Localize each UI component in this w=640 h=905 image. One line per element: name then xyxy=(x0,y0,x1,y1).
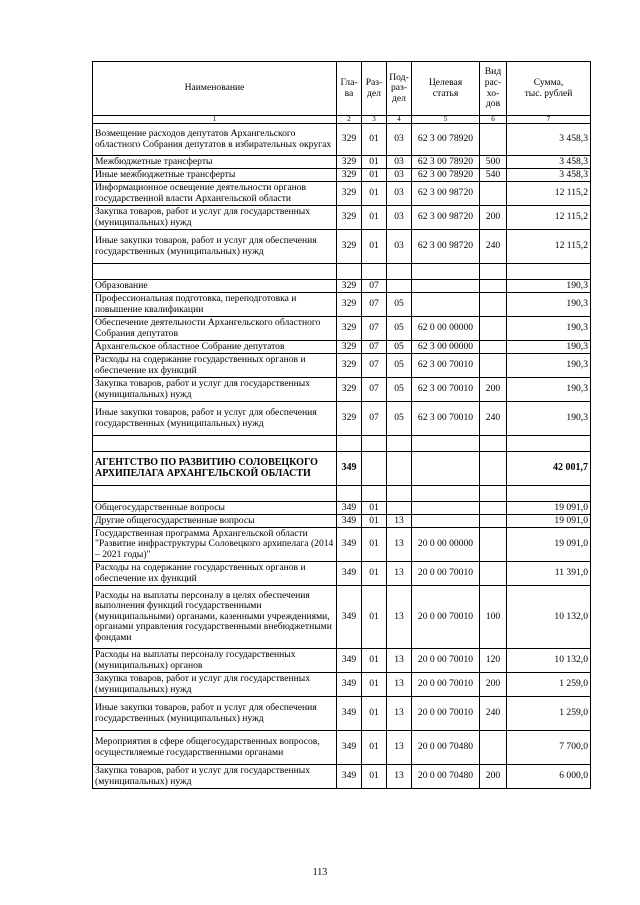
row-name: Иные закупки товаров, работ и услуг для обеспечения государственных (муниципальных) нужд xyxy=(93,402,337,436)
table-row xyxy=(93,562,591,586)
row-subsection: 13 xyxy=(387,673,412,697)
row-subsection: 05 xyxy=(387,378,412,402)
row-expense-type xyxy=(480,452,507,486)
table-row xyxy=(93,765,591,789)
row-section: 01 xyxy=(362,502,387,515)
row-expense-type xyxy=(480,124,507,156)
row-sum: 190,3 xyxy=(507,378,591,402)
table-header-row xyxy=(93,62,591,116)
row-chapter: 329 xyxy=(337,124,362,156)
row-expense-type xyxy=(480,502,507,515)
row-chapter xyxy=(337,264,362,280)
column-number: 2 xyxy=(337,116,362,124)
row-section: 01 xyxy=(362,230,387,264)
row-sum: 42 001,7 xyxy=(507,452,591,486)
row-expense-type: 200 xyxy=(480,378,507,402)
table-row xyxy=(93,731,591,765)
row-name: Закупка товаров, работ и услуг для государственных (муниципальных) нужд xyxy=(93,206,337,230)
row-sum: 11 391,0 xyxy=(507,562,591,586)
row-subsection: 05 xyxy=(387,354,412,378)
row-target-article xyxy=(412,515,480,528)
row-subsection: 05 xyxy=(387,402,412,436)
row-sum: 190,3 xyxy=(507,341,591,354)
row-chapter: 329 xyxy=(337,402,362,436)
row-chapter: 329 xyxy=(337,354,362,378)
header-chapter: Гла- ва xyxy=(337,62,362,116)
row-section: 07 xyxy=(362,378,387,402)
row-chapter: 349 xyxy=(337,528,362,562)
row-section: 01 xyxy=(362,124,387,156)
header-section: Раз- дел xyxy=(362,62,387,116)
row-section: 01 xyxy=(362,697,387,731)
row-expense-type xyxy=(480,182,507,206)
row-target-article: 62 3 00 78920 xyxy=(412,156,480,169)
row-section xyxy=(362,486,387,502)
row-section: 01 xyxy=(362,649,387,673)
row-target-article xyxy=(412,264,480,280)
table-row xyxy=(93,528,591,562)
row-section: 07 xyxy=(362,317,387,341)
row-name: Архангельское областное Собрание депутатов xyxy=(93,341,337,354)
row-sum: 7 700,0 xyxy=(507,731,591,765)
row-subsection: 03 xyxy=(387,156,412,169)
row-section: 01 xyxy=(362,156,387,169)
row-expense-type xyxy=(480,515,507,528)
row-expense-type xyxy=(480,341,507,354)
row-sum xyxy=(507,436,591,452)
row-target-article: 20 0 00 70010 xyxy=(412,586,480,649)
row-sum: 3 458,3 xyxy=(507,124,591,156)
row-chapter: 329 xyxy=(337,280,362,293)
row-section: 01 xyxy=(362,182,387,206)
row-section: 07 xyxy=(362,402,387,436)
row-sum: 19 091,0 xyxy=(507,502,591,515)
row-section xyxy=(362,436,387,452)
row-expense-type xyxy=(480,354,507,378)
row-target-article: 62 3 00 00000 xyxy=(412,341,480,354)
budget-table-sheet xyxy=(92,61,590,789)
column-number: 4 xyxy=(387,116,412,124)
row-chapter: 349 xyxy=(337,765,362,789)
row-expense-type xyxy=(480,731,507,765)
row-sum: 6 000,0 xyxy=(507,765,591,789)
row-name: Иные межбюджетные трансферты xyxy=(93,169,337,182)
column-number: 3 xyxy=(362,116,387,124)
row-chapter: 329 xyxy=(337,182,362,206)
column-number: 6 xyxy=(480,116,507,124)
row-section: 01 xyxy=(362,562,387,586)
row-subsection: 03 xyxy=(387,169,412,182)
row-subsection: 13 xyxy=(387,765,412,789)
table-row xyxy=(93,586,591,649)
row-sum: 190,3 xyxy=(507,280,591,293)
table-row xyxy=(93,502,591,515)
row-target-article xyxy=(412,502,480,515)
budget-table xyxy=(92,61,591,789)
row-chapter: 349 xyxy=(337,697,362,731)
row-name: АГЕНТСТВО ПО РАЗВИТИЮ СОЛОВЕЦКОГО АРХИПЕЛАГА АРХАНГЕЛЬСКОЙ ОБЛАСТИ xyxy=(93,452,337,486)
table-row xyxy=(93,378,591,402)
page-number: 113 xyxy=(312,867,328,878)
row-subsection: 03 xyxy=(387,182,412,206)
row-name: Расходы на выплаты персоналу в целях обеспечения выполнения функций государственными (муниципальными) органами, казенными учреждениями, органами управления государственными внебюджетными фондами xyxy=(93,586,337,649)
row-sum: 190,3 xyxy=(507,293,591,317)
row-chapter: 349 xyxy=(337,586,362,649)
row-sum: 12 115,2 xyxy=(507,182,591,206)
table-row xyxy=(93,317,591,341)
row-expense-type: 200 xyxy=(480,673,507,697)
table-row xyxy=(93,341,591,354)
row-expense-type: 240 xyxy=(480,230,507,264)
column-number: 5 xyxy=(412,116,480,124)
row-target-article: 20 0 00 00000 xyxy=(412,528,480,562)
table-row xyxy=(93,649,591,673)
row-chapter: 349 xyxy=(337,731,362,765)
table-row xyxy=(93,452,591,486)
row-name: Закупка товаров, работ и услуг для государственных (муниципальных) нужд xyxy=(93,378,337,402)
row-expense-type xyxy=(480,528,507,562)
row-sum: 10 132,0 xyxy=(507,649,591,673)
row-expense-type xyxy=(480,293,507,317)
row-name: Общегосударственные вопросы xyxy=(93,502,337,515)
row-subsection: 13 xyxy=(387,562,412,586)
table-row xyxy=(93,280,591,293)
row-expense-type: 500 xyxy=(480,156,507,169)
row-subsection: 13 xyxy=(387,731,412,765)
header-name: Наименование xyxy=(93,62,337,116)
row-section: 07 xyxy=(362,280,387,293)
row-expense-type: 100 xyxy=(480,586,507,649)
row-expense-type: 200 xyxy=(480,206,507,230)
row-target-article: 62 3 00 78920 xyxy=(412,169,480,182)
row-chapter: 349 xyxy=(337,515,362,528)
row-chapter: 349 xyxy=(337,649,362,673)
row-target-article xyxy=(412,436,480,452)
row-chapter: 329 xyxy=(337,230,362,264)
table-row xyxy=(93,156,591,169)
row-target-article: 62 0 00 00000 xyxy=(412,317,480,341)
row-expense-type xyxy=(480,264,507,280)
row-section: 01 xyxy=(362,765,387,789)
row-section: 07 xyxy=(362,341,387,354)
row-name xyxy=(93,264,337,280)
row-section: 01 xyxy=(362,206,387,230)
row-subsection xyxy=(387,264,412,280)
row-sum: 190,3 xyxy=(507,402,591,436)
row-expense-type: 240 xyxy=(480,402,507,436)
row-section: 01 xyxy=(362,586,387,649)
row-subsection: 13 xyxy=(387,649,412,673)
row-sum: 12 115,2 xyxy=(507,230,591,264)
row-target-article: 62 3 00 70010 xyxy=(412,354,480,378)
table-row xyxy=(93,673,591,697)
row-chapter: 349 xyxy=(337,502,362,515)
row-chapter: 349 xyxy=(337,452,362,486)
row-sum: 12 115,2 xyxy=(507,206,591,230)
table-row xyxy=(93,169,591,182)
row-chapter: 329 xyxy=(337,378,362,402)
row-section xyxy=(362,264,387,280)
row-expense-type xyxy=(480,436,507,452)
row-subsection: 05 xyxy=(387,317,412,341)
row-name: Возмещение расходов депутатов Архангельского областного Собрания депутатов в избирательных округах xyxy=(93,124,337,156)
column-number: 7 xyxy=(507,116,591,124)
row-target-article: 62 3 00 98720 xyxy=(412,230,480,264)
row-subsection xyxy=(387,486,412,502)
row-target-article: 20 0 00 70480 xyxy=(412,731,480,765)
empty-row xyxy=(93,436,591,452)
table-row xyxy=(93,697,591,731)
row-sum: 19 091,0 xyxy=(507,515,591,528)
row-target-article: 62 3 00 70010 xyxy=(412,378,480,402)
row-expense-type: 540 xyxy=(480,169,507,182)
row-name: Образование xyxy=(93,280,337,293)
row-subsection: 13 xyxy=(387,515,412,528)
row-sum: 190,3 xyxy=(507,317,591,341)
row-chapter: 329 xyxy=(337,206,362,230)
row-section: 01 xyxy=(362,673,387,697)
row-subsection xyxy=(387,452,412,486)
header-subsection: Под- раз- дел xyxy=(387,62,412,116)
row-name: Другие общегосударственные вопросы xyxy=(93,515,337,528)
empty-row xyxy=(93,264,591,280)
table-row xyxy=(93,515,591,528)
row-name: Иные закупки товаров, работ и услуг для обеспечения государственных (муниципальных) нужд xyxy=(93,697,337,731)
row-chapter xyxy=(337,486,362,502)
table-row xyxy=(93,293,591,317)
row-expense-type: 200 xyxy=(480,765,507,789)
row-name: Расходы на выплаты персоналу государственных (муниципальных) органов xyxy=(93,649,337,673)
row-chapter: 329 xyxy=(337,341,362,354)
row-name: Иные закупки товаров, работ и услуг для обеспечения государственных (муниципальных) нужд xyxy=(93,230,337,264)
row-name xyxy=(93,486,337,502)
row-section: 07 xyxy=(362,293,387,317)
row-expense-type xyxy=(480,562,507,586)
row-target-article: 62 3 00 98720 xyxy=(412,182,480,206)
row-name: Закупка товаров, работ и услуг для государственных (муниципальных) нужд xyxy=(93,765,337,789)
row-target-article: 20 0 00 70010 xyxy=(412,697,480,731)
row-name: Обеспечение деятельности Архангельского областного Собрания депутатов xyxy=(93,317,337,341)
header-expense-type: Вид рас- хо- дов xyxy=(480,62,507,116)
row-subsection xyxy=(387,280,412,293)
row-name: Профессиональная подготовка, переподготовка и повышение квалификации xyxy=(93,293,337,317)
row-name xyxy=(93,436,337,452)
row-sum xyxy=(507,486,591,502)
row-section: 01 xyxy=(362,515,387,528)
row-name: Расходы на содержание государственных органов и обеспечение их функций xyxy=(93,354,337,378)
table-body xyxy=(93,124,591,789)
row-section xyxy=(362,452,387,486)
table-row xyxy=(93,124,591,156)
row-section: 01 xyxy=(362,169,387,182)
row-chapter: 329 xyxy=(337,169,362,182)
row-chapter: 329 xyxy=(337,317,362,341)
row-target-article xyxy=(412,452,480,486)
row-subsection xyxy=(387,436,412,452)
row-subsection: 05 xyxy=(387,341,412,354)
row-subsection: 13 xyxy=(387,586,412,649)
row-target-article xyxy=(412,486,480,502)
column-number: 1 xyxy=(93,116,337,124)
row-chapter: 349 xyxy=(337,673,362,697)
row-sum: 190,3 xyxy=(507,354,591,378)
row-expense-type xyxy=(480,280,507,293)
row-name: Мероприятия в сфере общегосударственных вопросов, осуществляемые государственными органами xyxy=(93,731,337,765)
row-expense-type xyxy=(480,486,507,502)
row-name: Расходы на содержание государственных органов и обеспечение их функций xyxy=(93,562,337,586)
row-sum: 1 259,0 xyxy=(507,697,591,731)
table-row xyxy=(93,206,591,230)
column-number-row xyxy=(93,116,591,124)
row-sum xyxy=(507,264,591,280)
row-target-article: 20 0 00 70480 xyxy=(412,765,480,789)
row-section: 01 xyxy=(362,528,387,562)
row-target-article xyxy=(412,280,480,293)
row-chapter xyxy=(337,436,362,452)
row-chapter: 329 xyxy=(337,156,362,169)
table-row xyxy=(93,402,591,436)
header-sum: Сумма, тыс. рублей xyxy=(507,62,591,116)
row-section: 01 xyxy=(362,731,387,765)
row-sum: 19 091,0 xyxy=(507,528,591,562)
row-chapter: 349 xyxy=(337,562,362,586)
row-chapter: 329 xyxy=(337,293,362,317)
row-target-article xyxy=(412,293,480,317)
row-section: 07 xyxy=(362,354,387,378)
row-name: Информационное освещение деятельности органов государственной власти Архангельской области xyxy=(93,182,337,206)
row-subsection: 03 xyxy=(387,206,412,230)
row-target-article: 20 0 00 70010 xyxy=(412,649,480,673)
row-subsection: 05 xyxy=(387,293,412,317)
row-subsection: 13 xyxy=(387,697,412,731)
row-target-article: 62 3 00 78920 xyxy=(412,124,480,156)
empty-row xyxy=(93,486,591,502)
row-expense-type xyxy=(480,317,507,341)
row-name: Закупка товаров, работ и услуг для государственных (муниципальных) нужд xyxy=(93,673,337,697)
row-expense-type: 240 xyxy=(480,697,507,731)
row-expense-type: 120 xyxy=(480,649,507,673)
row-name: Межбюджетные трансферты xyxy=(93,156,337,169)
row-subsection: 03 xyxy=(387,124,412,156)
row-target-article: 62 3 00 98720 xyxy=(412,206,480,230)
row-target-article: 20 0 00 70010 xyxy=(412,562,480,586)
row-target-article: 20 0 00 70010 xyxy=(412,673,480,697)
row-sum: 3 458,3 xyxy=(507,156,591,169)
row-sum: 3 458,3 xyxy=(507,169,591,182)
row-subsection: 13 xyxy=(387,528,412,562)
row-name: Государственная программа Архангельской области "Развитие инфраструктуры Соловецкого архипелага (2014 – 2021 годы)" xyxy=(93,528,337,562)
table-row xyxy=(93,182,591,206)
row-target-article: 62 3 00 70010 xyxy=(412,402,480,436)
row-sum: 10 132,0 xyxy=(507,586,591,649)
table-row xyxy=(93,354,591,378)
row-sum: 1 259,0 xyxy=(507,673,591,697)
table-row xyxy=(93,230,591,264)
row-subsection: 03 xyxy=(387,230,412,264)
header-target-article: Целевая статья xyxy=(412,62,480,116)
row-subsection xyxy=(387,502,412,515)
